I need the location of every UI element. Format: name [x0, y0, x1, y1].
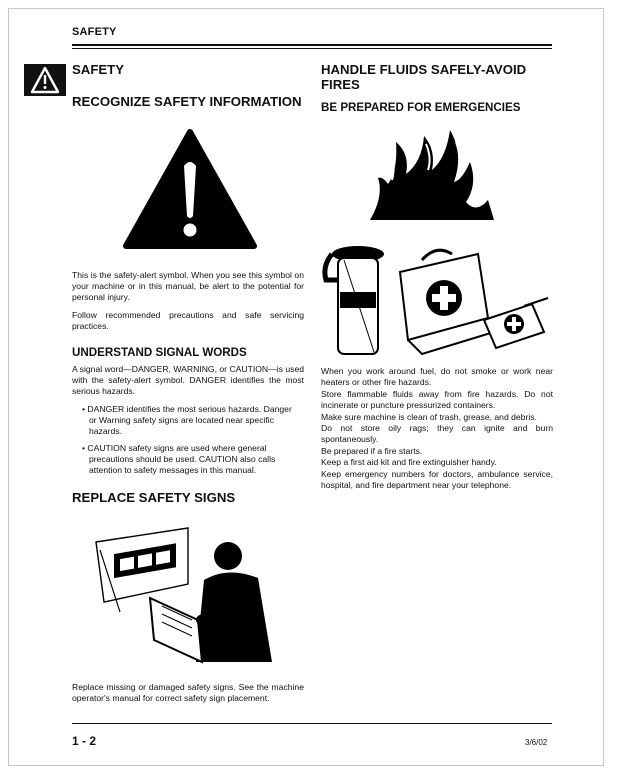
recognize-text — [72, 270, 304, 338]
fluids-line-2: Store flammable fluids away from fire hazards. Do not incinerate or puncture pressurized containers. — [321, 388, 553, 411]
emergency-line-3: Keep emergency numbers for doctors, ambulance service, hospital, and fire department near your telephone. — [321, 468, 553, 491]
signal-bullet-danger: • DANGER identifies the most serious hazards. Danger or Warning safety signs are located near specific hazards. — [82, 404, 292, 437]
running-header: SAFETY — [72, 26, 117, 38]
signal-bullet-caution: • CAUTION safety signs are used where general precautions should be used. CAUTION also calls attention to safety messages in this manual. — [82, 442, 276, 476]
fluids-line-3: Make sure machine is clean of trash, grease, and debris. — [321, 411, 537, 422]
safety-alert-symbol — [122, 128, 258, 252]
footer-rule — [72, 723, 552, 724]
fluids-line-1: When you work around fuel, do not smoke or work near heaters or other fire hazards. — [321, 366, 553, 388]
recognize-para-2: Follow recommended precautions and safe servicing practices. — [72, 309, 304, 331]
signal-words-title: UNDERSTAND SIGNAL WORDS — [72, 346, 247, 359]
page-number: 1 - 2 — [72, 734, 97, 748]
fluids-title: HANDLE FLUIDS SAFELY-AVOID FIRES — [321, 62, 527, 92]
emergencies-title: BE PREPARED FOR EMERGENCIES — [321, 101, 521, 114]
recognize-title: RECOGNIZE SAFETY INFORMATION — [72, 94, 302, 109]
signal-bullets — [80, 404, 292, 481]
header-rule — [72, 44, 552, 46]
recognize-para-1: This is the safety-alert symbol. When you see this symbol on your machine or in this manual, be alert to the potential for personal injury. — [72, 270, 304, 303]
header-rule-thin — [72, 48, 552, 49]
warning-icon — [24, 64, 66, 96]
fluids-line-4: Do not store oily rags; they can ignite and burn spontaneously. — [321, 423, 553, 445]
replace-signs-text: Replace missing or damaged safety signs. See the machine operator's manual for correct safety sign placement. — [72, 682, 304, 704]
fire-icon — [366, 122, 498, 222]
emergency-line-2: Keep a first aid kit and fire extinguisher handy. — [321, 457, 497, 468]
replace-signs-illustration — [92, 522, 292, 668]
first-aid-extinguisher-illustration — [318, 236, 554, 358]
section-title: SAFETY — [72, 62, 125, 77]
section-tab — [24, 64, 66, 96]
emergency-line-1: Be prepared if a fire starts. — [321, 445, 423, 456]
revision-date: 3/6/02 — [525, 738, 548, 747]
fluids-emergencies-text — [321, 366, 553, 491]
signal-words-para: A signal word—DANGER, WARNING, or CAUTION—is used with the safety-alert symbol. DANGER identifies the most serious hazards. — [72, 364, 304, 397]
replace-signs-title: REPLACE SAFETY SIGNS — [72, 490, 236, 505]
